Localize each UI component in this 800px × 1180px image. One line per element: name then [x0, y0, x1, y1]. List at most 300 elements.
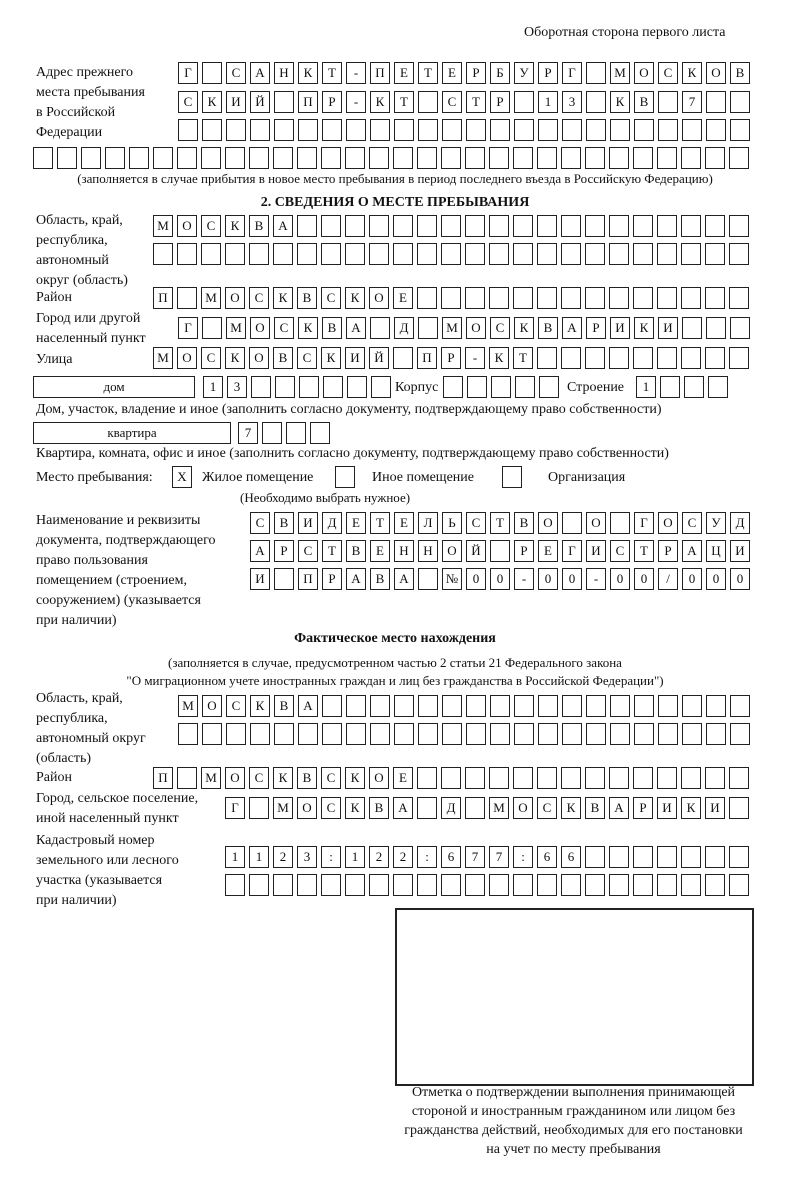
prev-address-row4-cell[interactable] [153, 147, 173, 169]
prev-address-row2-cell[interactable]: 7 [682, 91, 702, 113]
prev-address-row1-cell[interactable]: Р [538, 62, 558, 84]
actual-city-cell[interactable]: К [681, 797, 701, 819]
cadastral-row2-cell[interactable] [273, 874, 293, 896]
document-row1-cell[interactable]: И [298, 512, 318, 534]
cadastral-row1-cell[interactable]: : [417, 846, 437, 868]
document-row1-cell[interactable]: О [538, 512, 558, 534]
region-row1-cell[interactable] [345, 215, 365, 237]
actual-district-cell[interactable] [537, 767, 557, 789]
prev-address-row1-cell[interactable]: У [514, 62, 534, 84]
prev-address-row3-cell[interactable] [490, 119, 510, 141]
actual-region-row1-cell[interactable] [418, 695, 438, 717]
cadastral-row1-cell[interactable] [657, 846, 677, 868]
actual-region-row2-cell[interactable] [418, 723, 438, 745]
actual-region-row1-cell[interactable] [562, 695, 582, 717]
cadastral-row2-cell[interactable] [609, 874, 629, 896]
prev-address-row1-cell[interactable]: В [730, 62, 750, 84]
region-row2-cell[interactable] [153, 243, 173, 265]
district-cell[interactable] [681, 287, 701, 309]
prev-address-row1-cell[interactable]: - [346, 62, 366, 84]
city-cell[interactable]: С [490, 317, 510, 339]
district-cell[interactable]: С [249, 287, 269, 309]
prev-address-row3-cell[interactable] [298, 119, 318, 141]
prev-address-row2-cell[interactable]: И [226, 91, 246, 113]
actual-district-cell[interactable] [513, 767, 533, 789]
city-cell[interactable]: В [322, 317, 342, 339]
street-cell[interactable] [561, 347, 581, 369]
cadastral-row2-cell[interactable] [705, 874, 725, 896]
document-row2-cell[interactable]: Е [370, 540, 390, 562]
stay-option-checkbox[interactable]: X [172, 466, 192, 488]
document-row3-cell[interactable]: № [442, 568, 462, 590]
prev-address-row1-cell[interactable]: А [250, 62, 270, 84]
prev-address-row1-cell[interactable]: Г [178, 62, 198, 84]
prev-address-row4-cell[interactable] [681, 147, 701, 169]
document-row2-cell[interactable]: Р [514, 540, 534, 562]
actual-region-row1-cell[interactable]: О [202, 695, 222, 717]
street-cell[interactable]: М [153, 347, 173, 369]
actual-region-row1-cell[interactable] [394, 695, 414, 717]
cadastral-row2-cell[interactable] [585, 874, 605, 896]
cadastral-row2-cell[interactable] [297, 874, 317, 896]
prev-address-row2-cell[interactable] [586, 91, 606, 113]
cadastral-row2-cell[interactable] [321, 874, 341, 896]
document-row1-cell[interactable]: О [586, 512, 606, 534]
actual-city-cell[interactable]: К [345, 797, 365, 819]
korpus-cell[interactable] [491, 376, 511, 398]
prev-address-row1-cell[interactable]: Б [490, 62, 510, 84]
prev-address-row4-cell[interactable] [561, 147, 581, 169]
prev-address-row4-cell[interactable] [489, 147, 509, 169]
district-cell[interactable]: К [345, 287, 365, 309]
document-row1-cell[interactable]: Г [634, 512, 654, 534]
cadastral-row1-cell[interactable] [729, 846, 749, 868]
cadastral-row2-cell[interactable] [657, 874, 677, 896]
document-row2-cell[interactable]: А [682, 540, 702, 562]
actual-region-row2-cell[interactable] [226, 723, 246, 745]
document-row1-cell[interactable]: Л [418, 512, 438, 534]
document-row3-cell[interactable]: А [394, 568, 414, 590]
actual-district-cell[interactable] [489, 767, 509, 789]
cadastral-row2-cell[interactable] [249, 874, 269, 896]
prev-address-row1-cell[interactable]: С [226, 62, 246, 84]
cadastral-row2-cell[interactable] [345, 874, 365, 896]
document-row3-cell[interactable] [274, 568, 294, 590]
prev-address-row1-cell[interactable]: Е [442, 62, 462, 84]
prev-address-row1-cell[interactable]: П [370, 62, 390, 84]
prev-address-row4-cell[interactable] [297, 147, 317, 169]
actual-region-row2-cell[interactable] [610, 723, 630, 745]
city-cell[interactable]: О [250, 317, 270, 339]
actual-city-cell[interactable]: Р [633, 797, 653, 819]
actual-region-row2-cell[interactable] [682, 723, 702, 745]
region-row1-cell[interactable]: К [225, 215, 245, 237]
region-row1-cell[interactable]: О [177, 215, 197, 237]
street-cell[interactable]: И [345, 347, 365, 369]
region-row2-cell[interactable] [249, 243, 269, 265]
cadastral-row1-cell[interactable]: 7 [489, 846, 509, 868]
street-cell[interactable]: О [177, 347, 197, 369]
prev-address-row2-cell[interactable]: - [346, 91, 366, 113]
region-row1-cell[interactable]: В [249, 215, 269, 237]
district-cell[interactable] [609, 287, 629, 309]
region-row2-cell[interactable] [657, 243, 677, 265]
house-cell[interactable] [275, 376, 295, 398]
region-row1-cell[interactable] [465, 215, 485, 237]
prev-address-row1-cell[interactable]: Т [322, 62, 342, 84]
region-row1-cell[interactable] [681, 215, 701, 237]
actual-district-cell[interactable]: П [153, 767, 173, 789]
actual-region-row1-cell[interactable]: В [274, 695, 294, 717]
actual-region-row1-cell[interactable] [658, 695, 678, 717]
actual-city-cell[interactable]: И [705, 797, 725, 819]
prev-address-row3-cell[interactable] [466, 119, 486, 141]
prev-address-row3-cell[interactable] [370, 119, 390, 141]
document-row3-cell[interactable]: 0 [610, 568, 630, 590]
street-cell[interactable]: Р [441, 347, 461, 369]
document-row1-cell[interactable]: В [514, 512, 534, 534]
actual-region-row1-cell[interactable] [466, 695, 486, 717]
actual-region-row1-cell[interactable] [610, 695, 630, 717]
prev-address-row4-cell[interactable] [633, 147, 653, 169]
actual-region-row1-cell[interactable] [706, 695, 726, 717]
city-cell[interactable]: В [538, 317, 558, 339]
actual-region-row2-cell[interactable] [730, 723, 750, 745]
cadastral-row2-cell[interactable] [393, 874, 413, 896]
prev-address-row3-cell[interactable] [682, 119, 702, 141]
street-cell[interactable]: Й [369, 347, 389, 369]
actual-region-row1-cell[interactable] [370, 695, 390, 717]
cadastral-row2-cell[interactable] [681, 874, 701, 896]
actual-district-cell[interactable] [633, 767, 653, 789]
city-cell[interactable]: С [274, 317, 294, 339]
street-cell[interactable] [609, 347, 629, 369]
prev-address-row2-cell[interactable] [514, 91, 534, 113]
actual-city-cell[interactable]: О [297, 797, 317, 819]
actual-city-cell[interactable]: С [537, 797, 557, 819]
document-row1-cell[interactable]: С [466, 512, 486, 534]
prev-address-row4-cell[interactable] [249, 147, 269, 169]
document-row1-cell[interactable]: С [250, 512, 270, 534]
region-row2-cell[interactable] [225, 243, 245, 265]
city-cell[interactable] [706, 317, 726, 339]
prev-address-row3-cell[interactable] [514, 119, 534, 141]
document-row1-cell[interactable]: Д [730, 512, 750, 534]
prev-address-row2-cell[interactable]: П [298, 91, 318, 113]
actual-district-cell[interactable] [729, 767, 749, 789]
prev-address-row4-cell[interactable] [441, 147, 461, 169]
prev-address-row3-cell[interactable] [658, 119, 678, 141]
region-row1-cell[interactable] [369, 215, 389, 237]
prev-address-row2-cell[interactable]: Т [394, 91, 414, 113]
document-row1-cell[interactable] [562, 512, 582, 534]
document-row2-cell[interactable]: Р [274, 540, 294, 562]
prev-address-row1-cell[interactable] [202, 62, 222, 84]
korpus-cell[interactable] [515, 376, 535, 398]
prev-address-row2-cell[interactable]: К [610, 91, 630, 113]
prev-address-row1-cell[interactable]: К [298, 62, 318, 84]
prev-address-row4-cell[interactable] [369, 147, 389, 169]
prev-address-row1-cell[interactable]: С [658, 62, 678, 84]
prev-address-row3-cell[interactable] [610, 119, 630, 141]
flat-cell[interactable] [286, 422, 306, 444]
actual-region-row2-cell[interactable] [466, 723, 486, 745]
actual-city-cell[interactable] [729, 797, 749, 819]
city-cell[interactable]: Д [394, 317, 414, 339]
korpus-cell[interactable] [467, 376, 487, 398]
document-row2-cell[interactable]: С [610, 540, 630, 562]
document-row2-cell[interactable]: Ц [706, 540, 726, 562]
street-cell[interactable] [585, 347, 605, 369]
region-row2-cell[interactable] [609, 243, 629, 265]
document-row2-cell[interactable]: О [442, 540, 462, 562]
city-cell[interactable]: А [562, 317, 582, 339]
actual-city-cell[interactable]: С [321, 797, 341, 819]
prev-address-row4-cell[interactable] [321, 147, 341, 169]
flat-cell[interactable]: 7 [238, 422, 258, 444]
city-cell[interactable]: А [346, 317, 366, 339]
document-row3-cell[interactable]: 0 [490, 568, 510, 590]
street-cell[interactable] [537, 347, 557, 369]
cadastral-row2-cell[interactable] [729, 874, 749, 896]
prev-address-row1-cell[interactable]: Е [394, 62, 414, 84]
actual-region-row2-cell[interactable] [706, 723, 726, 745]
actual-region-row1-cell[interactable] [442, 695, 462, 717]
prev-address-row3-cell[interactable] [202, 119, 222, 141]
region-row1-cell[interactable]: А [273, 215, 293, 237]
city-cell[interactable]: Р [586, 317, 606, 339]
house-cell[interactable] [299, 376, 319, 398]
district-cell[interactable]: П [153, 287, 173, 309]
region-row1-cell[interactable]: С [201, 215, 221, 237]
document-row3-cell[interactable]: 0 [706, 568, 726, 590]
street-cell[interactable]: П [417, 347, 437, 369]
korpus-cell[interactable] [539, 376, 559, 398]
street-cell[interactable]: К [225, 347, 245, 369]
cadastral-row1-cell[interactable]: 2 [273, 846, 293, 868]
actual-region-row2-cell[interactable] [442, 723, 462, 745]
region-row1-cell[interactable] [537, 215, 557, 237]
actual-district-cell[interactable] [441, 767, 461, 789]
street-cell[interactable]: К [321, 347, 341, 369]
region-row2-cell[interactable] [417, 243, 437, 265]
city-cell[interactable] [730, 317, 750, 339]
prev-address-row3-cell[interactable] [442, 119, 462, 141]
region-row1-cell[interactable] [657, 215, 677, 237]
prev-address-row4-cell[interactable] [177, 147, 197, 169]
region-row1-cell[interactable] [321, 215, 341, 237]
house-cell[interactable] [347, 376, 367, 398]
region-row1-cell[interactable] [441, 215, 461, 237]
prev-address-row3-cell[interactable] [586, 119, 606, 141]
street-cell[interactable]: В [273, 347, 293, 369]
street-cell[interactable]: Т [513, 347, 533, 369]
actual-city-cell[interactable]: А [609, 797, 629, 819]
actual-region-row2-cell[interactable] [514, 723, 534, 745]
actual-city-cell[interactable]: А [393, 797, 413, 819]
actual-region-row1-cell[interactable] [730, 695, 750, 717]
street-cell[interactable]: О [249, 347, 269, 369]
document-row1-cell[interactable]: Ь [442, 512, 462, 534]
prev-address-row4-cell[interactable] [705, 147, 725, 169]
cadastral-row2-cell[interactable] [465, 874, 485, 896]
prev-address-row1-cell[interactable]: Н [274, 62, 294, 84]
region-row2-cell[interactable] [345, 243, 365, 265]
city-cell[interactable] [370, 317, 390, 339]
actual-region-row2-cell[interactable] [346, 723, 366, 745]
stay-option-checkbox[interactable] [335, 466, 355, 488]
cadastral-row1-cell[interactable]: 2 [369, 846, 389, 868]
prev-address-row4-cell[interactable] [57, 147, 77, 169]
prev-address-row1-cell[interactable]: Р [466, 62, 486, 84]
region-row2-cell[interactable] [465, 243, 485, 265]
prev-address-row2-cell[interactable] [658, 91, 678, 113]
building-cell[interactable]: 1 [636, 376, 656, 398]
actual-district-cell[interactable] [657, 767, 677, 789]
actual-district-cell[interactable]: О [369, 767, 389, 789]
document-row2-cell[interactable]: Е [538, 540, 558, 562]
region-row2-cell[interactable] [633, 243, 653, 265]
street-cell[interactable] [705, 347, 725, 369]
district-cell[interactable] [417, 287, 437, 309]
region-row2-cell[interactable] [729, 243, 749, 265]
actual-region-row2-cell[interactable] [322, 723, 342, 745]
document-row1-cell[interactable]: Т [490, 512, 510, 534]
city-cell[interactable]: К [634, 317, 654, 339]
building-cell[interactable] [708, 376, 728, 398]
prev-address-row2-cell[interactable] [730, 91, 750, 113]
actual-region-row2-cell[interactable] [586, 723, 606, 745]
cadastral-row1-cell[interactable]: : [513, 846, 533, 868]
prev-address-row1-cell[interactable]: Г [562, 62, 582, 84]
document-row3-cell[interactable]: А [346, 568, 366, 590]
cadastral-row1-cell[interactable] [585, 846, 605, 868]
region-row2-cell[interactable] [489, 243, 509, 265]
prev-address-row3-cell[interactable] [706, 119, 726, 141]
document-row2-cell[interactable]: В [346, 540, 366, 562]
document-row2-cell[interactable]: А [250, 540, 270, 562]
prev-address-row4-cell[interactable] [513, 147, 533, 169]
district-cell[interactable] [729, 287, 749, 309]
document-row1-cell[interactable]: Е [346, 512, 366, 534]
cadastral-row2-cell[interactable] [561, 874, 581, 896]
cadastral-row2-cell[interactable] [513, 874, 533, 896]
cadastral-row1-cell[interactable]: 7 [465, 846, 485, 868]
actual-region-row1-cell[interactable] [634, 695, 654, 717]
actual-region-row1-cell[interactable]: А [298, 695, 318, 717]
actual-city-cell[interactable]: Г [225, 797, 245, 819]
street-cell[interactable]: К [489, 347, 509, 369]
actual-district-cell[interactable]: К [345, 767, 365, 789]
actual-region-row2-cell[interactable] [274, 723, 294, 745]
prev-address-row4-cell[interactable] [537, 147, 557, 169]
region-row1-cell[interactable] [297, 215, 317, 237]
cadastral-row2-cell[interactable] [537, 874, 557, 896]
actual-region-row2-cell[interactable] [298, 723, 318, 745]
document-row2-cell[interactable]: Р [658, 540, 678, 562]
house-cell[interactable]: 3 [227, 376, 247, 398]
prev-address-row3-cell[interactable] [250, 119, 270, 141]
prev-address-row3-cell[interactable] [322, 119, 342, 141]
district-cell[interactable] [513, 287, 533, 309]
cadastral-row1-cell[interactable] [633, 846, 653, 868]
prev-address-row2-cell[interactable]: В [634, 91, 654, 113]
prev-address-row1-cell[interactable]: К [682, 62, 702, 84]
region-row1-cell[interactable] [393, 215, 413, 237]
prev-address-row3-cell[interactable] [346, 119, 366, 141]
actual-region-row2-cell[interactable] [202, 723, 222, 745]
cadastral-row1-cell[interactable] [609, 846, 629, 868]
street-cell[interactable] [393, 347, 413, 369]
document-row3-cell[interactable]: 0 [466, 568, 486, 590]
region-row1-cell[interactable] [633, 215, 653, 237]
actual-city-cell[interactable]: М [489, 797, 509, 819]
district-cell[interactable] [537, 287, 557, 309]
region-row2-cell[interactable] [369, 243, 389, 265]
actual-district-cell[interactable]: С [321, 767, 341, 789]
prev-address-row1-cell[interactable] [586, 62, 606, 84]
prev-address-row4-cell[interactable] [129, 147, 149, 169]
prev-address-row4-cell[interactable] [33, 147, 53, 169]
prev-address-row1-cell[interactable]: О [706, 62, 726, 84]
actual-city-cell[interactable]: В [585, 797, 605, 819]
cadastral-row1-cell[interactable]: 1 [249, 846, 269, 868]
document-row2-cell[interactable]: Н [394, 540, 414, 562]
city-cell[interactable]: К [514, 317, 534, 339]
actual-district-cell[interactable] [585, 767, 605, 789]
region-row1-cell[interactable] [417, 215, 437, 237]
document-row3-cell[interactable]: Р [322, 568, 342, 590]
actual-region-row2-cell[interactable] [490, 723, 510, 745]
region-row2-cell[interactable] [585, 243, 605, 265]
actual-city-cell[interactable] [417, 797, 437, 819]
street-cell[interactable] [681, 347, 701, 369]
actual-city-cell[interactable]: В [369, 797, 389, 819]
prev-address-row2-cell[interactable]: Й [250, 91, 270, 113]
prev-address-row4-cell[interactable] [417, 147, 437, 169]
region-row1-cell[interactable] [513, 215, 533, 237]
cadastral-row1-cell[interactable]: 6 [441, 846, 461, 868]
street-cell[interactable] [729, 347, 749, 369]
document-row3-cell[interactable]: - [586, 568, 606, 590]
prev-address-row4-cell[interactable] [225, 147, 245, 169]
actual-district-cell[interactable]: М [201, 767, 221, 789]
district-cell[interactable] [177, 287, 197, 309]
region-row2-cell[interactable] [705, 243, 725, 265]
building-cell[interactable] [684, 376, 704, 398]
actual-region-row1-cell[interactable] [490, 695, 510, 717]
document-row3-cell[interactable]: П [298, 568, 318, 590]
cadastral-row1-cell[interactable]: 3 [297, 846, 317, 868]
document-row3-cell[interactable]: / [658, 568, 678, 590]
prev-address-row2-cell[interactable]: Р [490, 91, 510, 113]
street-cell[interactable] [657, 347, 677, 369]
street-cell[interactable]: С [297, 347, 317, 369]
document-row2-cell[interactable]: Г [562, 540, 582, 562]
actual-region-row1-cell[interactable]: С [226, 695, 246, 717]
prev-address-row2-cell[interactable]: К [202, 91, 222, 113]
actual-district-cell[interactable]: С [249, 767, 269, 789]
cadastral-row2-cell[interactable] [441, 874, 461, 896]
actual-city-cell[interactable]: И [657, 797, 677, 819]
actual-region-row1-cell[interactable] [514, 695, 534, 717]
prev-address-row4-cell[interactable] [393, 147, 413, 169]
prev-address-row3-cell[interactable] [634, 119, 654, 141]
actual-district-cell[interactable]: В [297, 767, 317, 789]
document-row2-cell[interactable]: Н [418, 540, 438, 562]
actual-district-cell[interactable]: Е [393, 767, 413, 789]
prev-address-row2-cell[interactable]: Т [466, 91, 486, 113]
